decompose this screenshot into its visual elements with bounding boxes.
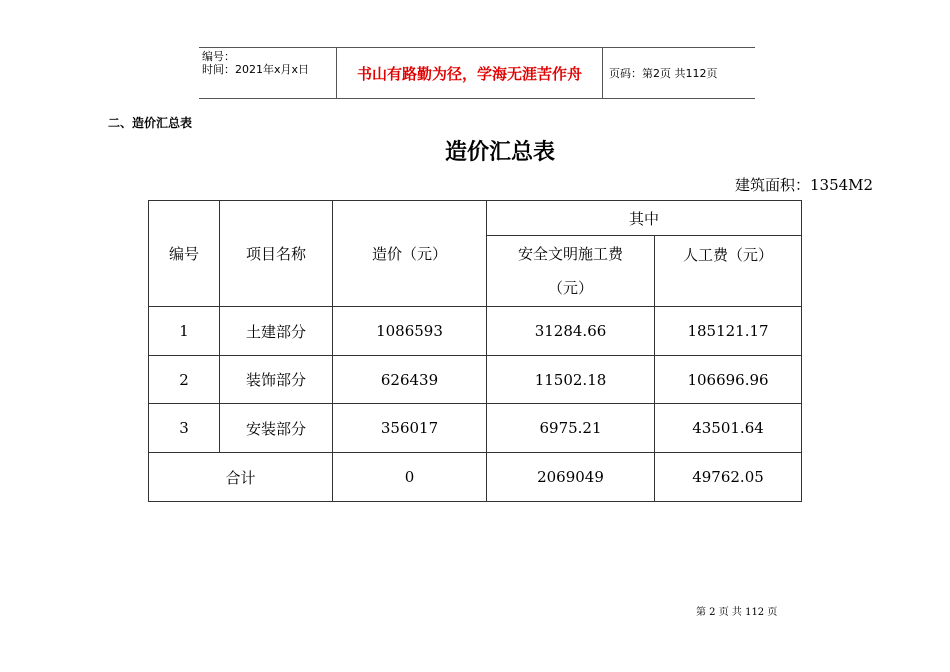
row-safety: 31284.66 [487, 307, 655, 356]
table-row [149, 404, 802, 453]
header-safety [487, 236, 655, 307]
section-heading: 二、造价汇总表 [108, 116, 193, 130]
total-labor: 49762.05 [655, 453, 802, 502]
time-label: 时间：2021年x月x日 [202, 63, 310, 76]
row-labor: 43501.64 [655, 404, 802, 453]
row-name: 土建部分 [220, 307, 333, 356]
row-safety: 6975.21 [487, 404, 655, 453]
total-cost: 0 [333, 453, 487, 502]
total-safety: 2069049 [487, 453, 655, 502]
row-cost: 626439 [333, 356, 487, 404]
header-name: 项目名称 [220, 201, 333, 307]
header-meta [199, 48, 337, 98]
row-cost: 356017 [333, 404, 487, 453]
row-labor: 106696.96 [655, 356, 802, 404]
page-footer: 第 2 页 共 112 页 [696, 607, 778, 618]
total-label: 合计 [149, 453, 333, 502]
header-cost: 造价（元） [333, 201, 487, 307]
row-labor: 185121.17 [655, 307, 802, 356]
row-no: 3 [149, 404, 220, 453]
row-name: 装饰部分 [220, 356, 333, 404]
header-safety-line1: 安全文明施工费 [517, 245, 623, 263]
table-row [149, 356, 802, 404]
row-no: 2 [149, 356, 220, 404]
table-row [149, 307, 802, 356]
header-motto: 书山有路勤为径，学海无涯苦作舟 [337, 48, 603, 98]
page-header [199, 47, 755, 99]
total-row [149, 453, 802, 502]
cost-summary-table [148, 200, 802, 502]
header-page-code: 页码：第2页 共112页 [609, 67, 718, 80]
number-label: 编号： [202, 50, 235, 63]
row-name: 安装部分 [220, 404, 333, 453]
header-of-which: 其中 [487, 201, 802, 236]
header-no: 编号 [149, 201, 220, 307]
header-labor: 人工费（元） [655, 236, 802, 307]
building-area: 建筑面积：1354M2 [735, 176, 874, 194]
row-safety: 11502.18 [487, 356, 655, 404]
row-cost: 1086593 [333, 307, 487, 356]
header-safety-line2: （元） [547, 279, 593, 297]
table-title: 造价汇总表 [444, 140, 555, 165]
row-no: 1 [149, 307, 220, 356]
